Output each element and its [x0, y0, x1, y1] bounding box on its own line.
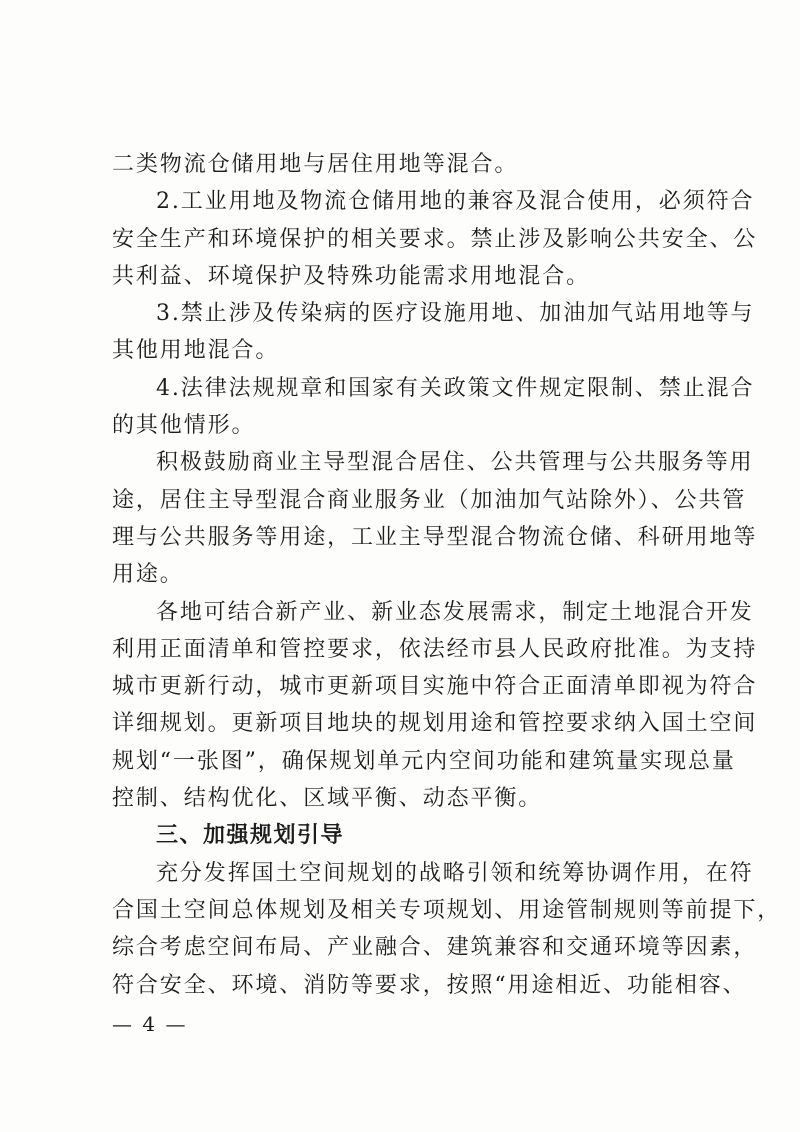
text-line: 详细规划。更新项目地块的规划用途和管控要求纳入国土空间	[112, 711, 758, 737]
text-line: 共利益、环境保护及特殊功能需求用地混合。	[112, 263, 591, 289]
text-line: 其他用地混合。	[112, 338, 280, 364]
text-line: 合国土空间总体规划及相关专项规划、用途管制规则等前提下，	[112, 897, 782, 923]
page-number: — 4 —	[112, 1012, 188, 1036]
text-line: 充分发挥国土空间规划的战略引领和统筹协调作用，在符	[156, 860, 754, 886]
section-heading: 三、加强规划引导	[156, 823, 345, 849]
text-line: 控制、结构优化、区域平衡、动态平衡。	[112, 786, 543, 812]
text-line: 城市更新行动，城市更新项目实施中符合正面清单即视为符合	[112, 674, 758, 700]
text-line: 3.禁止涉及传染病的医疗设施用地、加油加气站用地等与	[156, 301, 755, 327]
text-line: 途，居住主导型混合商业服务业（加油加气站除外）、公共管	[112, 487, 747, 513]
text-line: 利用正面清单和管控要求，依法经市县人民政府批准。为支持	[112, 636, 758, 662]
text-line: 综合考虑空间布局、产业融合、建筑兼容和交通环境等因素，	[112, 935, 758, 961]
text-line: 规划“一张图”，确保规划单元内空间功能和建筑量实现总量	[112, 748, 736, 774]
text-line: 用途。	[112, 562, 184, 588]
text-line: 各地可结合新产业、新业态发展需求，制定土地混合开发	[156, 599, 754, 625]
text-line: 的其他情形。	[112, 413, 256, 439]
text-line: 符合安全、环境、消防等要求，按照“用途相近、功能相容、	[112, 972, 747, 998]
text-line: 理与公共服务等用途，工业主导型混合物流仓储、科研用地等	[112, 524, 758, 550]
text-line: 积极鼓励商业主导型混合居住、公共管理与公共服务等用	[156, 450, 754, 476]
text-line: 4.法律法规规章和国家有关政策文件规定限制、禁止混合	[156, 375, 755, 401]
document-body	[112, 146, 782, 1004]
text-line: 安全生产和环境保护的相关要求。禁止涉及影响公共安全、公	[112, 226, 758, 252]
text-line: 2.工业用地及物流仓储用地的兼容及混合使用，必须符合	[156, 189, 755, 215]
text-line: 二类物流仓储用地与居住用地等混合。	[112, 152, 519, 177]
